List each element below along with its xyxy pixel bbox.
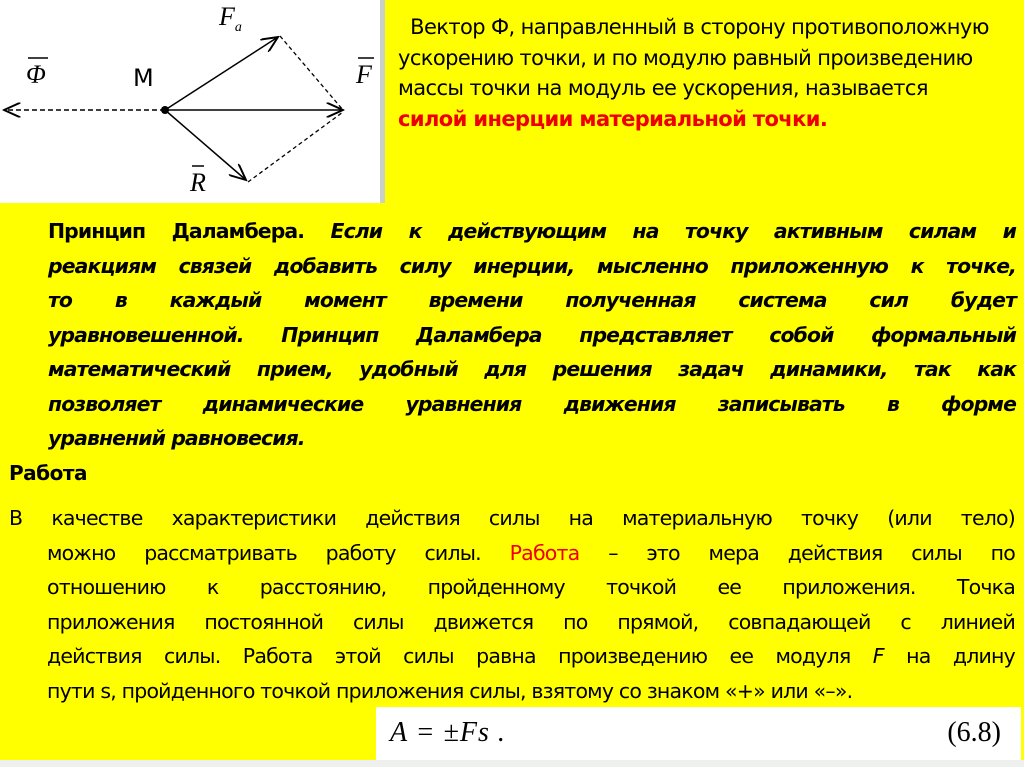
inertia-term: силой инерции материальной точки. [398,106,828,131]
divider [380,0,385,203]
principle-title: Принцип Даламбера. [48,219,305,243]
work-paragraph: В качестве характеристики действия силы на материальную точку (или тело) можно рассматривать работу силы. Работа – это мера действия силы по отношению к расстоянию, пройденному точкой ее приложения. Точка приложения постоянной силы движется по прямой, совпадающей с линией действия силы. Работа этой силы равна произведению ее модуля F на длину пути s, пройденного точкой приложения силы, взятому со знаком «+» или «–». [9,506,1015,703]
force-f-label: F [356,60,372,89]
force-diagram [0,0,380,203]
reaction-r-label: R [190,168,206,197]
formula-number: (6.8) [947,717,1001,748]
work-term: Работа [509,540,580,565]
work-formula [376,707,1021,761]
work-heading: Работа [9,461,87,485]
point-m-label: M [133,64,154,92]
inertia-definition: Вектор Ф, направленный в сторону противоположную ускорению точки, и по модулю равный произведению массы точки на модуль ее ускорения, называется силой инерции материальной точки. [398,15,989,131]
dalembert-principle: Принцип Даламбера. Если к действующим на точку активным силам и реакциям связей добавить силу инерции, мысленно приложенную к точке, то в каждый момент времени полученная система сил будет уравновешенной. Принцип Даламбера представляет собой формальный математический прием, удобный для решения задач динамики, так как позволяет динамические уравнения движения записывать в форме уравнений равновесия. [48,219,1016,450]
bottom-strip [0,760,1024,767]
force-fa-label: $F_a$ [219,2,242,36]
formula-expression: A = ±Fs . [390,717,506,748]
phi-label: Φ [26,60,46,89]
